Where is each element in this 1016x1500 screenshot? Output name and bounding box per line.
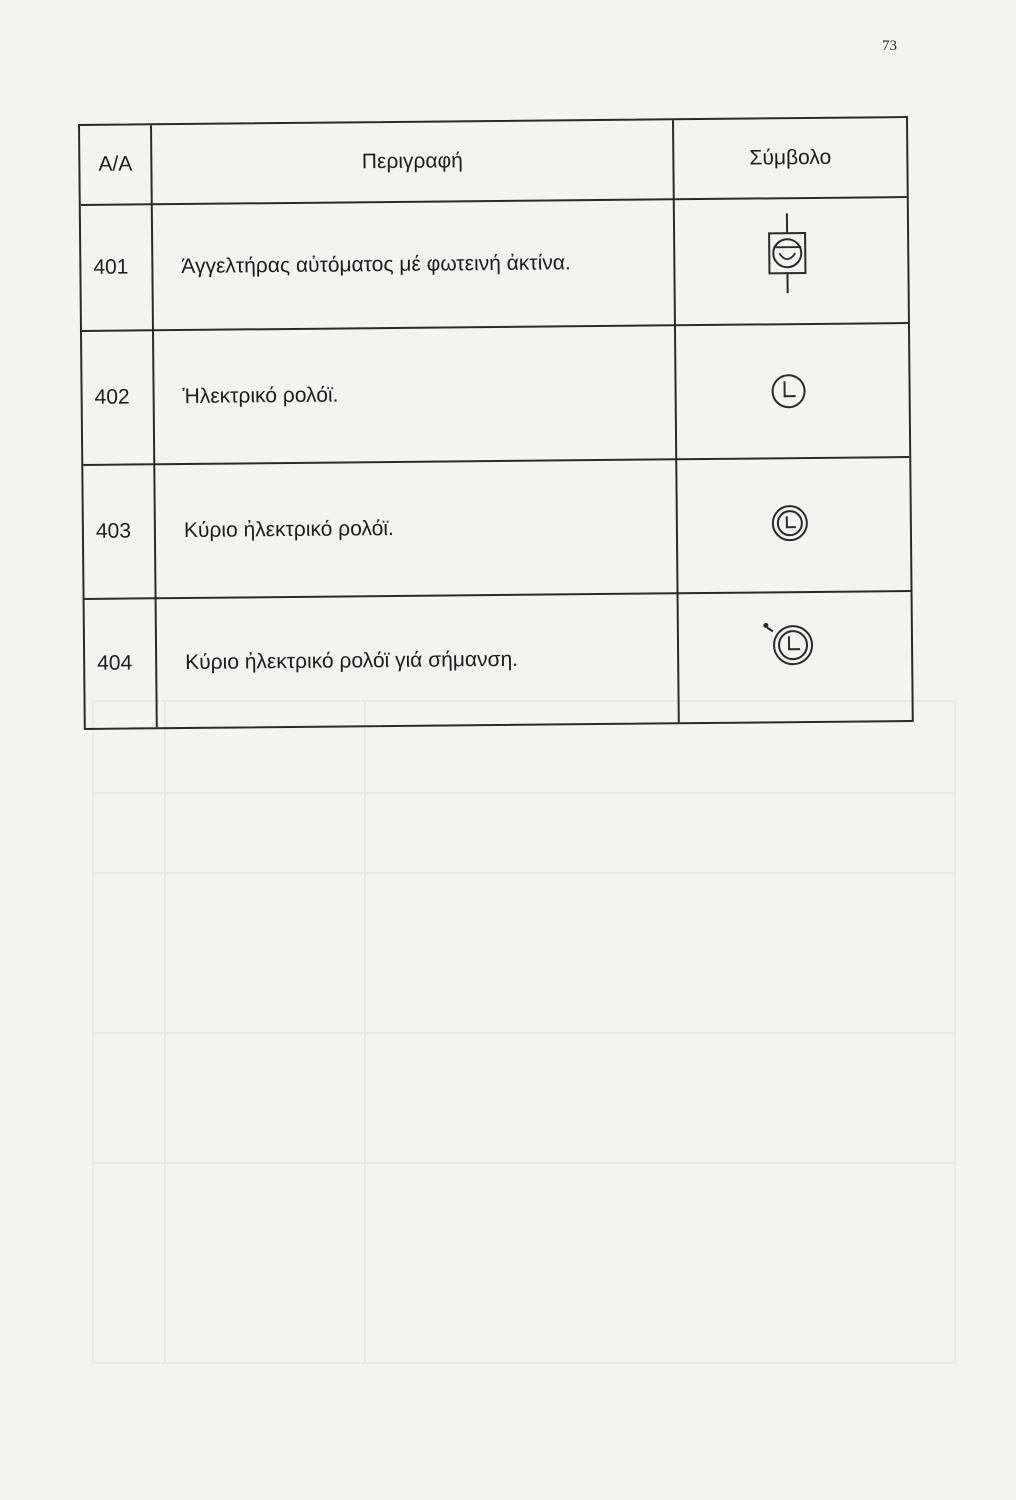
row-description: Ἡλεκτρικό ρολόϊ. xyxy=(182,383,339,409)
row-number: 401 xyxy=(93,255,129,279)
photocell-detector-symbol-icon xyxy=(761,213,814,297)
row-description: Κύριο ἠλεκτρικό ρολόϊ γιά σήμανση. xyxy=(185,647,519,674)
header-description: Περιγραφή xyxy=(361,149,463,174)
master-clock-symbol-icon xyxy=(770,503,810,543)
row-number: 402 xyxy=(94,385,130,409)
header-number: Α/Α xyxy=(98,152,133,176)
bleed-through-table xyxy=(92,700,956,1364)
symbols-table xyxy=(78,116,914,730)
electric-clock-symbol-icon xyxy=(768,371,808,411)
master-clock-signalling-symbol-icon xyxy=(761,617,815,670)
row-number: 403 xyxy=(95,519,132,543)
row-description: Άγγελτήρας αὐτόματος μέ φωτεινή ἀκτίνα. xyxy=(181,251,571,279)
header-symbol: Σύμβολο xyxy=(749,145,832,170)
row-number: 404 xyxy=(97,651,133,675)
row-description: Κύριο ἠλεκτρικό ρολόϊ. xyxy=(183,516,394,543)
page-number: 73 xyxy=(882,38,897,54)
